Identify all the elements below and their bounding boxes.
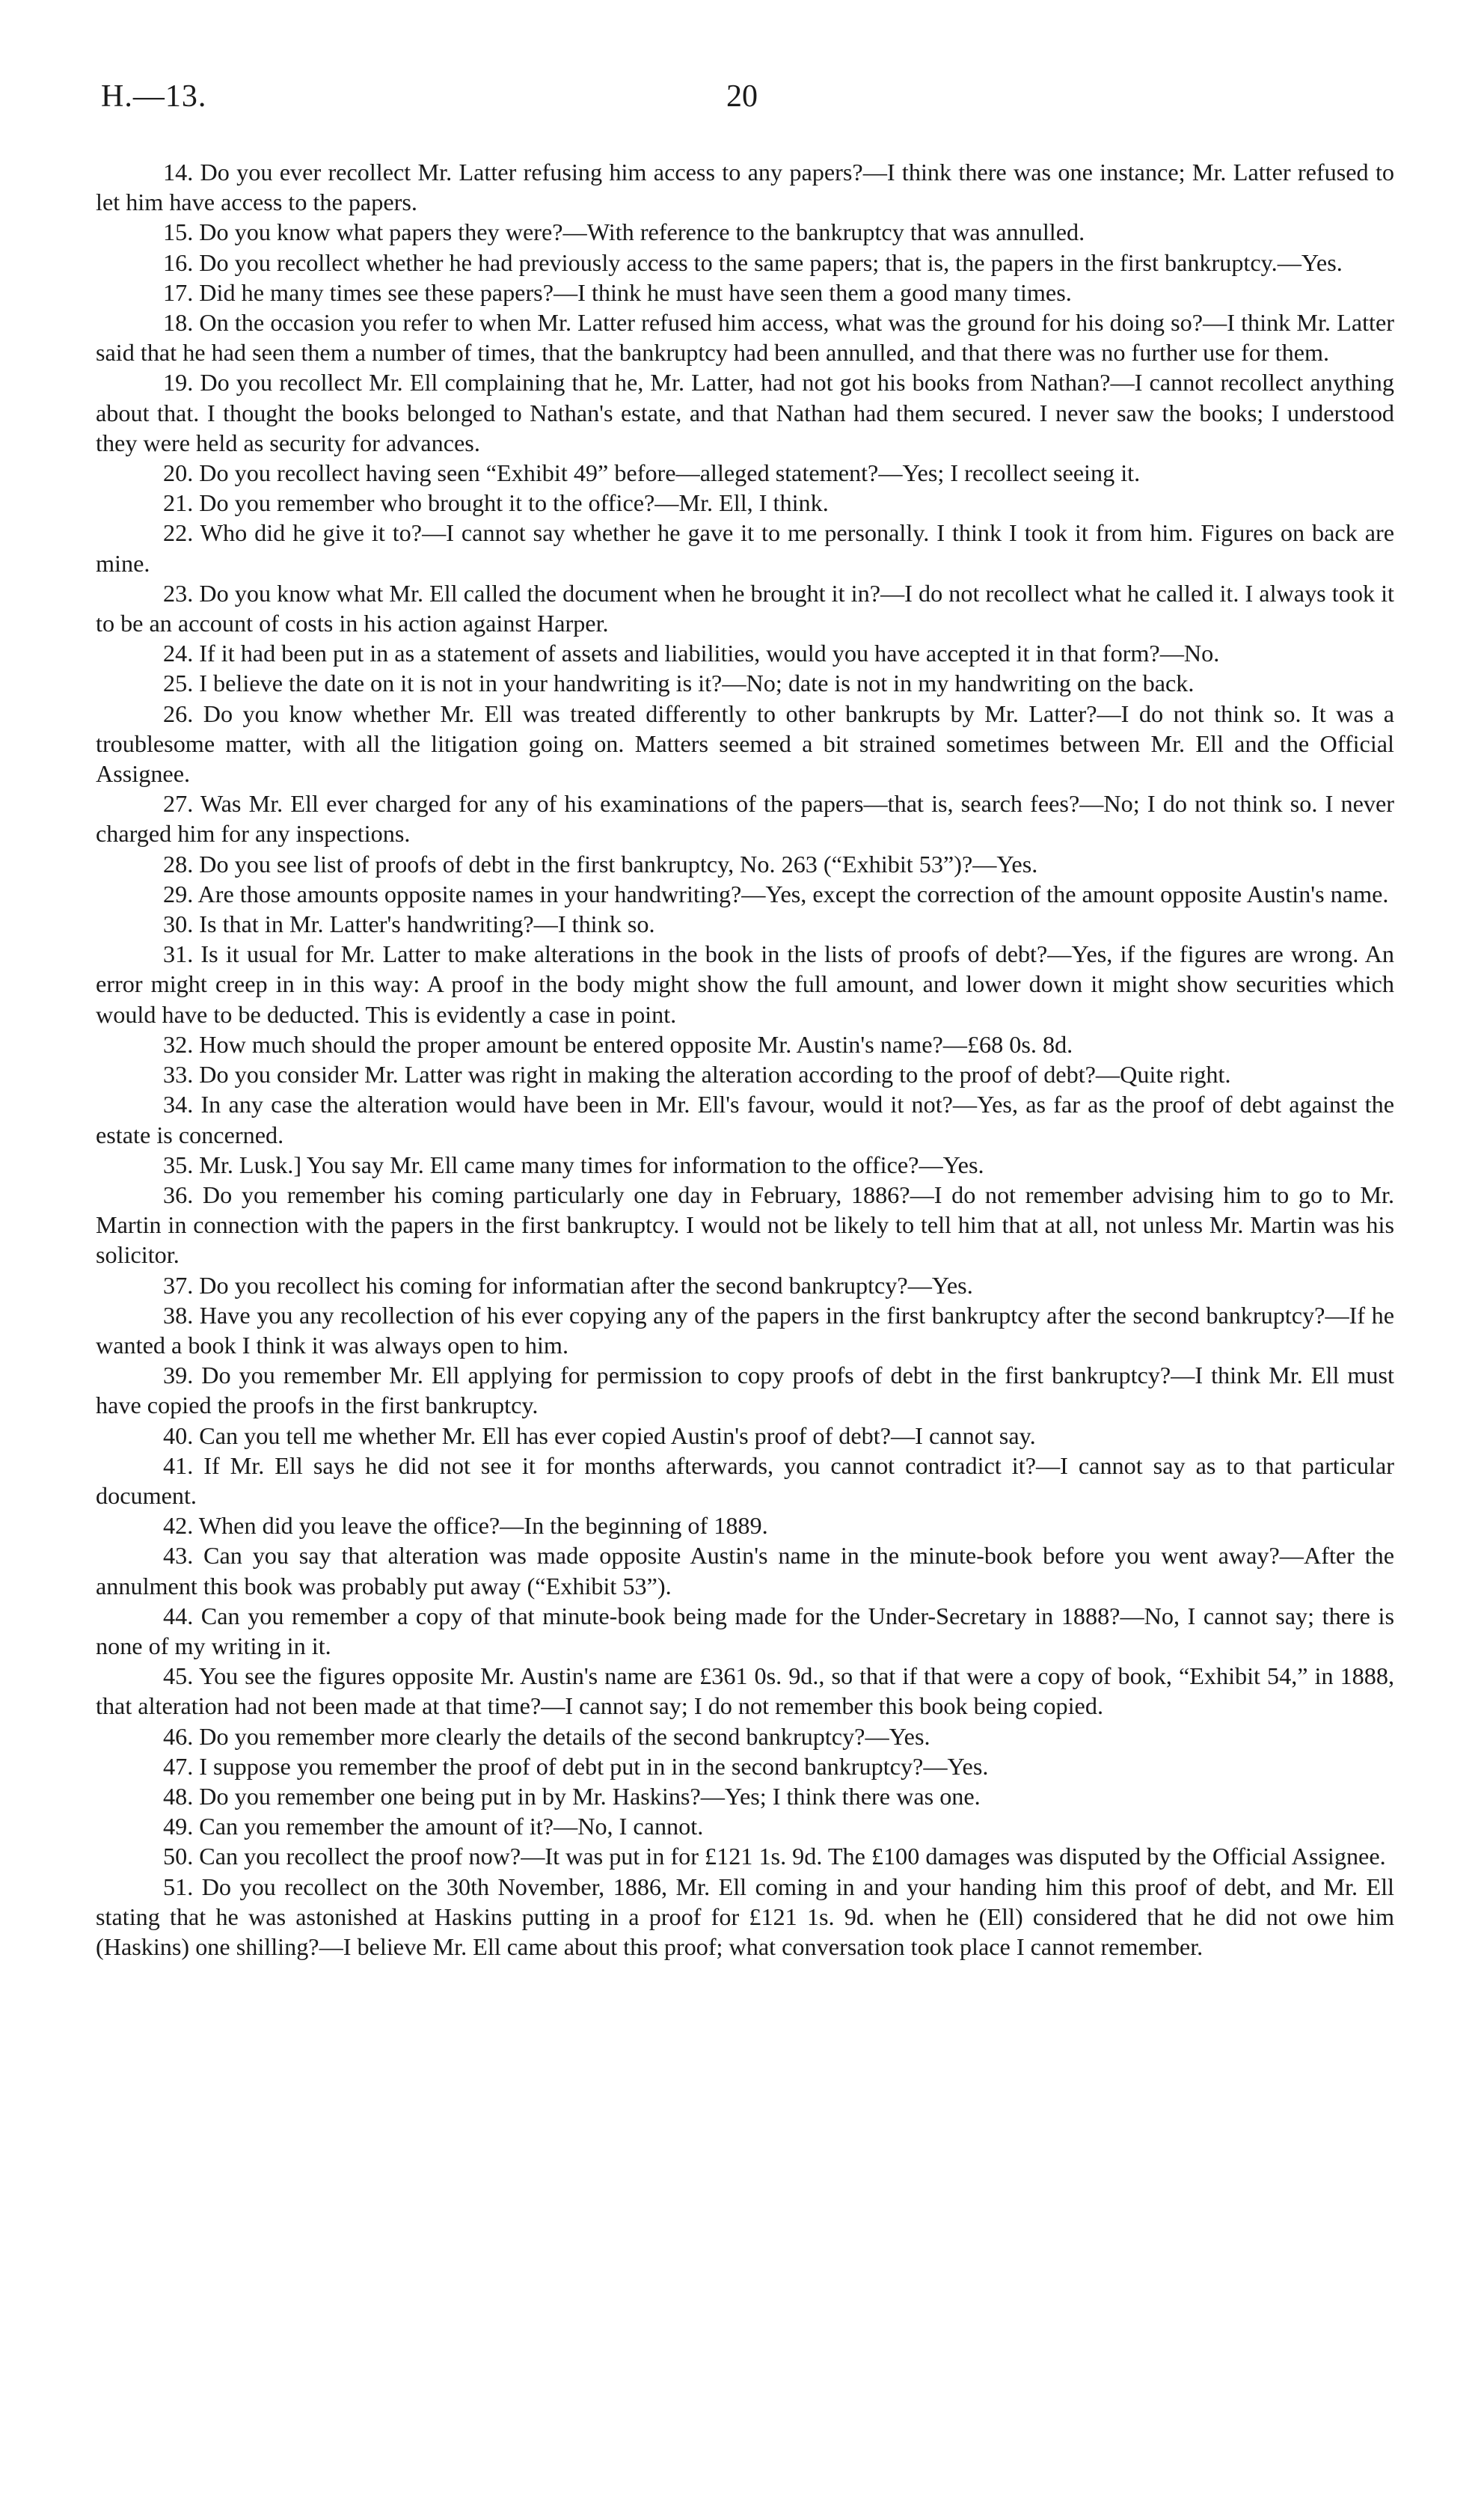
question-answer-25: 25. I believe the date on it is not in your handwriting is it?—No; date is not in my handwriting on the back.: [163, 670, 1195, 697]
question-answer-39: 39. Do you remember Mr. Ell applying for permission to copy proofs of debt in the first bankruptcy?—I think Mr. Ell must have copied the proofs in the first bankruptcy.: [96, 1362, 1394, 1419]
question-answer-21: 21. Do you remember who brought it to the office?—Mr. Ell, I think.: [163, 489, 829, 517]
question-answer-32: 32. How much should the proper amount be entered opposite Mr. Austin's name?—£68 0s. 8d.: [163, 1030, 1073, 1058]
question-answer-48: 48. Do you remember one being put in by Mr. Haskins?—Yes; I think there was one.: [163, 1782, 981, 1810]
question-answer-38: 38. Have you any recollection of his ever copying any of the papers in the first bankruptcy after the second bankruptcy?—If he wanted a book I think it was always open to him.: [96, 1301, 1394, 1359]
question-answer-35: 35. Mr. Lusk.] You say Mr. Ell came many times for information to the office?—Yes.: [163, 1151, 984, 1178]
question-answer-20: 20. Do you recollect having seen “Exhibit 49” before—alleged statement?—Yes; I recollect seeing it.: [163, 459, 1141, 487]
question-answer-36: 36. Do you remember his coming particularly one day in February, 1886?—I do not remember advising him to go to Mr. Martin in connection with the papers in the first bankruptcy. I would not be likely to tell him that at all, not unless Mr. Martin was his solicitor.: [96, 1181, 1394, 1269]
document-reference: H.—13.: [101, 79, 207, 114]
question-answer-42: 42. When did you leave the office?—In the beginning of 1889.: [163, 1512, 768, 1540]
question-answer-17: 17. Did he many times see these papers?—I think he must have seen them a good many times.: [163, 278, 1072, 306]
question-answer-31: 31. Is it usual for Mr. Latter to make alterations in the book in the lists of proofs of debt?—Yes, if the figures are wrong. An error might creep in in this way: A proof in the body might show the full amount, and lower down it might show securities which would have to be deducted. This is evidently a case in point.: [96, 940, 1394, 1028]
question-answer-43: 43. Can you say that alteration was made opposite Austin's name in the minute-book before you went away?—After the annulment this book was probably put away (“Exhibit 53”).: [96, 1542, 1394, 1600]
question-answer-46: 46. Do you remember more clearly the details of the second bankruptcy?—Yes.: [163, 1722, 930, 1750]
question-answer-26: 26. Do you know whether Mr. Ell was treated differently to other bankrupts by Mr. Latter?—I do not think so. It was a troublesome matter, with all the litigation going on. Matters seemed a bit strained sometimes between Mr. Ell and the Official Assignee.: [96, 700, 1394, 788]
question-answer-50: 50. Can you recollect the proof now?—It was put in for £121 1s. 9d. The £100 damages was disputed by the Official Assignee.: [163, 1843, 1386, 1870]
page-number: 20: [726, 79, 758, 114]
question-answer-27: 27. Was Mr. Ell ever charged for any of his examinations of the papers—that is, search fees?—No; I do not think so. I never charged him for any inspections.: [96, 790, 1394, 848]
page-header: [101, 79, 1383, 123]
question-answer-47: 47. I suppose you remember the proof of debt put in in the second bankruptcy?—Yes.: [163, 1752, 989, 1780]
question-answer-37: 37. Do you recollect his coming for informatian after the second bankruptcy?—Yes.: [163, 1271, 973, 1299]
question-answer-40: 40. Can you tell me whether Mr. Ell has ever copied Austin's proof of debt?—I cannot say.: [163, 1421, 1036, 1449]
question-answer-28: 28. Do you see list of proofs of debt in the first bankruptcy, No. 263 (“Exhibit 53”)?—Yes.: [163, 850, 1038, 878]
question-answer-29: 29. Are those amounts opposite names in your handwriting?—Yes, except the correction of the amount opposite Austin's name.: [163, 880, 1389, 907]
question-answer-34: 34. In any case the alteration would have been in Mr. Ell's favour, would it not?—Yes, as far as the proof of debt against the estate is concerned.: [96, 1091, 1394, 1148]
question-answer-18: 18. On the occasion you refer to when Mr. Latter refused him access, what was the ground for his doing so?—I think Mr. Latter said that he had seen them a number of times, that the bankruptcy had been annulled, and that there was no further use for them.: [96, 309, 1394, 367]
testimony-body: [96, 157, 1394, 1962]
question-answer-49: 49. Can you remember the amount of it?—No, I cannot.: [163, 1813, 704, 1840]
question-answer-33: 33. Do you consider Mr. Latter was right in making the alteration according to the proof of debt?—Quite right.: [163, 1061, 1231, 1089]
question-answer-24: 24. If it had been put in as a statement of assets and liabilities, would you have accepted it in that form?—No.: [163, 640, 1220, 667]
question-answer-14: 14. Do you ever recollect Mr. Latter refusing him access to any papers?—I think there was one instance; Mr. Latter refused to let him have access to the papers.: [96, 159, 1394, 216]
question-answer-30: 30. Is that in Mr. Latter's handwriting?—I think so.: [163, 910, 655, 938]
question-answer-16: 16. Do you recollect whether he had previously access to the same papers; that is, the papers in the first bankruptcy.—Yes.: [163, 248, 1343, 276]
question-answer-45: 45. You see the figures opposite Mr. Austin's name are £361 0s. 9d., so that if that were a copy of book, “Exhibit 54,” in 1888, that alteration had not been made at that time?—I cannot say; I do not remember this book being copied.: [96, 1662, 1394, 1720]
question-answer-22: 22. Who did he give it to?—I cannot say whether he gave it to me personally. I think I took it from him. Figures on back are mine.: [96, 519, 1394, 577]
question-answer-41: 41. If Mr. Ell says he did not see it for months afterwards, you cannot contradict it?—I cannot say as to that particular document.: [96, 1451, 1394, 1509]
question-answer-15: 15. Do you know what papers they were?—With reference to the bankruptcy that was annulled.: [163, 218, 1085, 246]
question-answer-44: 44. Can you remember a copy of that minute-book being made for the Under-Secretary in 1888?—No, I cannot say; there is none of my writing in it.: [96, 1602, 1394, 1659]
question-answer-19: 19. Do you recollect Mr. Ell complaining that he, Mr. Latter, had not got his books from Nathan?—I cannot recollect anything about that. I thought the books belonged to Nathan's estate, and that Nathan had them secured. I never saw the books; I understood they were held as security for advances.: [96, 369, 1394, 456]
question-answer-23: 23. Do you know what Mr. Ell called the document when he brought it in?—I do not recollect what he called it. I always took it to be an account of costs in his action against Harper.: [96, 579, 1394, 637]
question-answer-51: 51. Do you recollect on the 30th November, 1886, Mr. Ell coming in and your handing him this proof of debt, and Mr. Ell stating that he was astonished at Haskins putting in a proof for £121 1s. 9d. when he (Ell) considered that he did not owe him (Haskins) one shilling?—I believe Mr. Ell came about this proof; what conversation took place I cannot remember.: [96, 1873, 1394, 1960]
